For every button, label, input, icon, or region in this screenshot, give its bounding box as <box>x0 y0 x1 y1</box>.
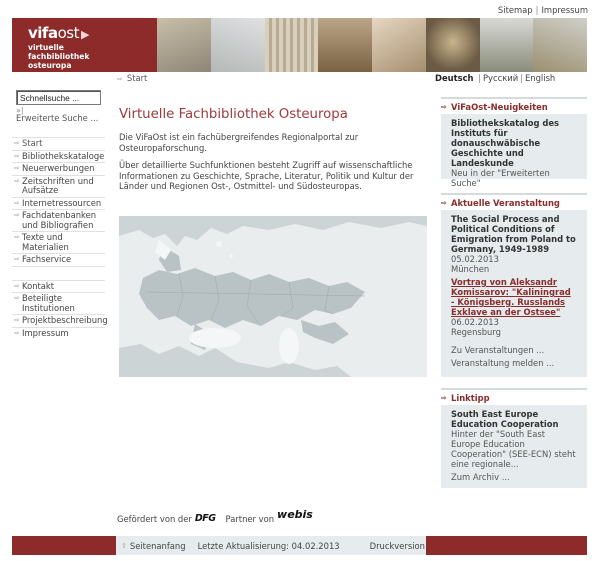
banner-photo <box>318 18 372 72</box>
banner-photo <box>372 18 426 72</box>
lang-de[interactable]: Deutsch <box>435 73 474 83</box>
partner-label: Partner von <box>225 513 275 524</box>
nav-bullet-icon: ⇨ <box>14 151 20 160</box>
nav-bullet-icon: ⇨ <box>14 176 20 185</box>
dfg-logo[interactable]: DFG <box>194 513 216 524</box>
heading-arrow-icon: ⇨ <box>441 394 447 402</box>
news-item-text: Neu in der "Erweiterten Suche" <box>451 168 550 188</box>
linktipp-box <box>441 388 587 488</box>
webis-logo[interactable]: webis <box>277 508 313 521</box>
banner-photo-collage <box>157 18 587 72</box>
footer-content <box>116 536 426 555</box>
nav-item-fachdatenbanken[interactable]: ⇨ Fachdatenbanken und Bibliografien <box>12 209 105 231</box>
report-event-link[interactable]: Veranstaltung melden ... <box>451 358 555 368</box>
linktipp-heading: ⇨ Linktipp <box>441 390 587 405</box>
event-1-title[interactable]: The Social Process and Political Conditions of Emigration from Poland to Germany, 1949-1989 <box>451 214 576 254</box>
all-events-link[interactable]: Zu Veranstaltungen ... <box>451 345 545 355</box>
logo-arrow-icon: ▶ <box>80 28 89 41</box>
news-item-title[interactable]: Bibliothekskatalog des Instituts für donauschwäbische Geschichte und Landeskunde <box>451 118 560 168</box>
nav-bullet-icon: ⇨ <box>14 255 20 263</box>
nav-bullet-icon: ⇨ <box>14 198 20 207</box>
header-banner <box>12 18 587 72</box>
nav-item-neuerwerbungen[interactable]: ⇨ Neuerwerbungen <box>12 162 105 175</box>
sitemap-link[interactable]: Sitemap <box>497 5 533 15</box>
heading-arrow-icon: ⇨ <box>441 199 447 207</box>
impressum-top-link[interactable]: Impressum <box>541 5 588 15</box>
funding-line <box>117 508 313 525</box>
nav-bullet-icon: ⇨ <box>14 294 20 302</box>
event-2-place: Regensburg <box>451 327 501 337</box>
quick-search <box>16 90 104 123</box>
banner-photo <box>480 18 534 72</box>
footer-bar <box>12 536 587 555</box>
europe-region-map[interactable] <box>119 216 427 377</box>
language-switcher: Deutsch | Русский | English <box>435 73 556 83</box>
separator: | <box>535 5 539 15</box>
nav-item-institutionen[interactable]: ⇨ Beteiligte Institutionen <box>12 292 105 314</box>
banner-photo <box>211 18 265 72</box>
event-1-place: München <box>451 264 490 274</box>
logo-subtitle: virtuelle fachbibliothek osteuropa <box>28 43 90 70</box>
nav-item-internetressourcen[interactable]: ⇨ Internetressourcen <box>12 197 105 210</box>
heading-arrow-icon: ⇨ <box>441 103 447 111</box>
nav-item-impressum[interactable]: ⇨ Impressum <box>12 327 105 340</box>
nav-item-projektbeschreibung[interactable]: ⇨ Projektbeschreibung <box>14 315 108 325</box>
logo[interactable] <box>22 18 122 72</box>
event-2-date: 06.02.2013 <box>451 317 499 327</box>
nav-bullet-icon: ⇨ <box>14 316 20 324</box>
main-content <box>119 107 424 199</box>
extended-search-link[interactable]: Erweiterte Suche ... <box>16 113 99 123</box>
nav-bullet-icon: ⇨ <box>14 164 20 172</box>
nav-item-texte[interactable]: ⇨ Texte und Materialien <box>12 231 105 253</box>
nav-divider <box>12 266 105 280</box>
top-arrow-icon: ⇧ <box>121 541 127 550</box>
linktipp-text: Hinter der "South East Europe Education Cooperation" (SEE-ECN) steht eine regionale... <box>451 429 576 469</box>
nav-bullet-icon: ⇨ <box>14 233 20 241</box>
events-box <box>441 193 587 377</box>
description-paragraph: Über detaillierte Suchfunktionen besteht Zugriff auf wissenschaftliche Informationen zu Geschichte, Sprache, Literatur, Politik und Kultur der Länder und Regionen Ost-, Ostmittel- und Südosteuropas. <box>119 160 414 191</box>
nav-bullet-icon: ⇨ <box>14 328 20 337</box>
last-updated: Letzte Aktualisierung: 04.02.2013 <box>197 540 340 551</box>
breadcrumb-start[interactable]: Start <box>126 73 148 83</box>
lang-en[interactable]: English <box>525 73 556 83</box>
nav-bullet-icon: ⇨ <box>14 281 20 290</box>
quick-search-input[interactable] <box>16 90 101 105</box>
event-1-date: 05.02.2013 <box>451 254 499 264</box>
nav-item-start[interactable]: ⇨ Start <box>12 137 105 150</box>
funding-label: Gefördert von der <box>117 513 192 524</box>
banner-photo <box>426 18 480 72</box>
nav-bullet-icon: ⇨ <box>14 211 20 219</box>
intro-paragraph: Die ViFaOst ist ein fachübergreifendes Regionalportal zur Osteuropaforschung. <box>119 132 359 153</box>
news-heading: ⇨ ViFaOst-Neuigkeiten <box>441 99 587 114</box>
top-links <box>498 5 588 15</box>
back-to-top-link[interactable]: Seitenanfang <box>129 540 186 551</box>
linktipp-title[interactable]: South East Europe Education Cooperation <box>451 409 559 429</box>
banner-photo <box>533 18 587 72</box>
banner-photo <box>265 18 319 72</box>
nav-item-bibliothekskataloge[interactable]: ⇨ Bibliothekskataloge <box>14 150 105 161</box>
lang-ru[interactable]: Русский <box>483 73 519 83</box>
banner-photo <box>157 18 211 72</box>
nav-item-kontakt[interactable]: ⇨ Kontakt <box>12 280 105 293</box>
events-heading: ⇨ Aktuelle Veranstaltung <box>441 195 587 210</box>
news-box <box>441 97 587 188</box>
archive-link[interactable]: Zum Archiv ... <box>451 472 510 482</box>
nav-item-fachservice[interactable]: ⇨ Fachservice <box>12 253 105 266</box>
nav-bullet-icon: ⇨ <box>14 139 20 147</box>
event-2-link[interactable]: Vortrag von Aleksandr Komissarov: "Kaliningrad - Königsberg. Russlands Exklave an der Ostsee" <box>451 277 571 317</box>
left-navigation <box>12 137 108 339</box>
nav-item-zeitschriften[interactable]: ⇨ Zeitschriften und Aufsätze <box>12 175 105 197</box>
print-version-link[interactable]: Druckversion <box>369 540 425 551</box>
logo-wordmark: vifaost ▶ <box>28 24 89 42</box>
breadcrumb <box>117 73 147 83</box>
search-go-icon[interactable]: »| <box>16 106 24 115</box>
breadcrumb-arrow-icon: ⇨ <box>117 75 123 83</box>
map-graphic <box>119 216 427 377</box>
page-title: Virtuelle Fachbibliothek Osteuropa <box>119 107 348 122</box>
